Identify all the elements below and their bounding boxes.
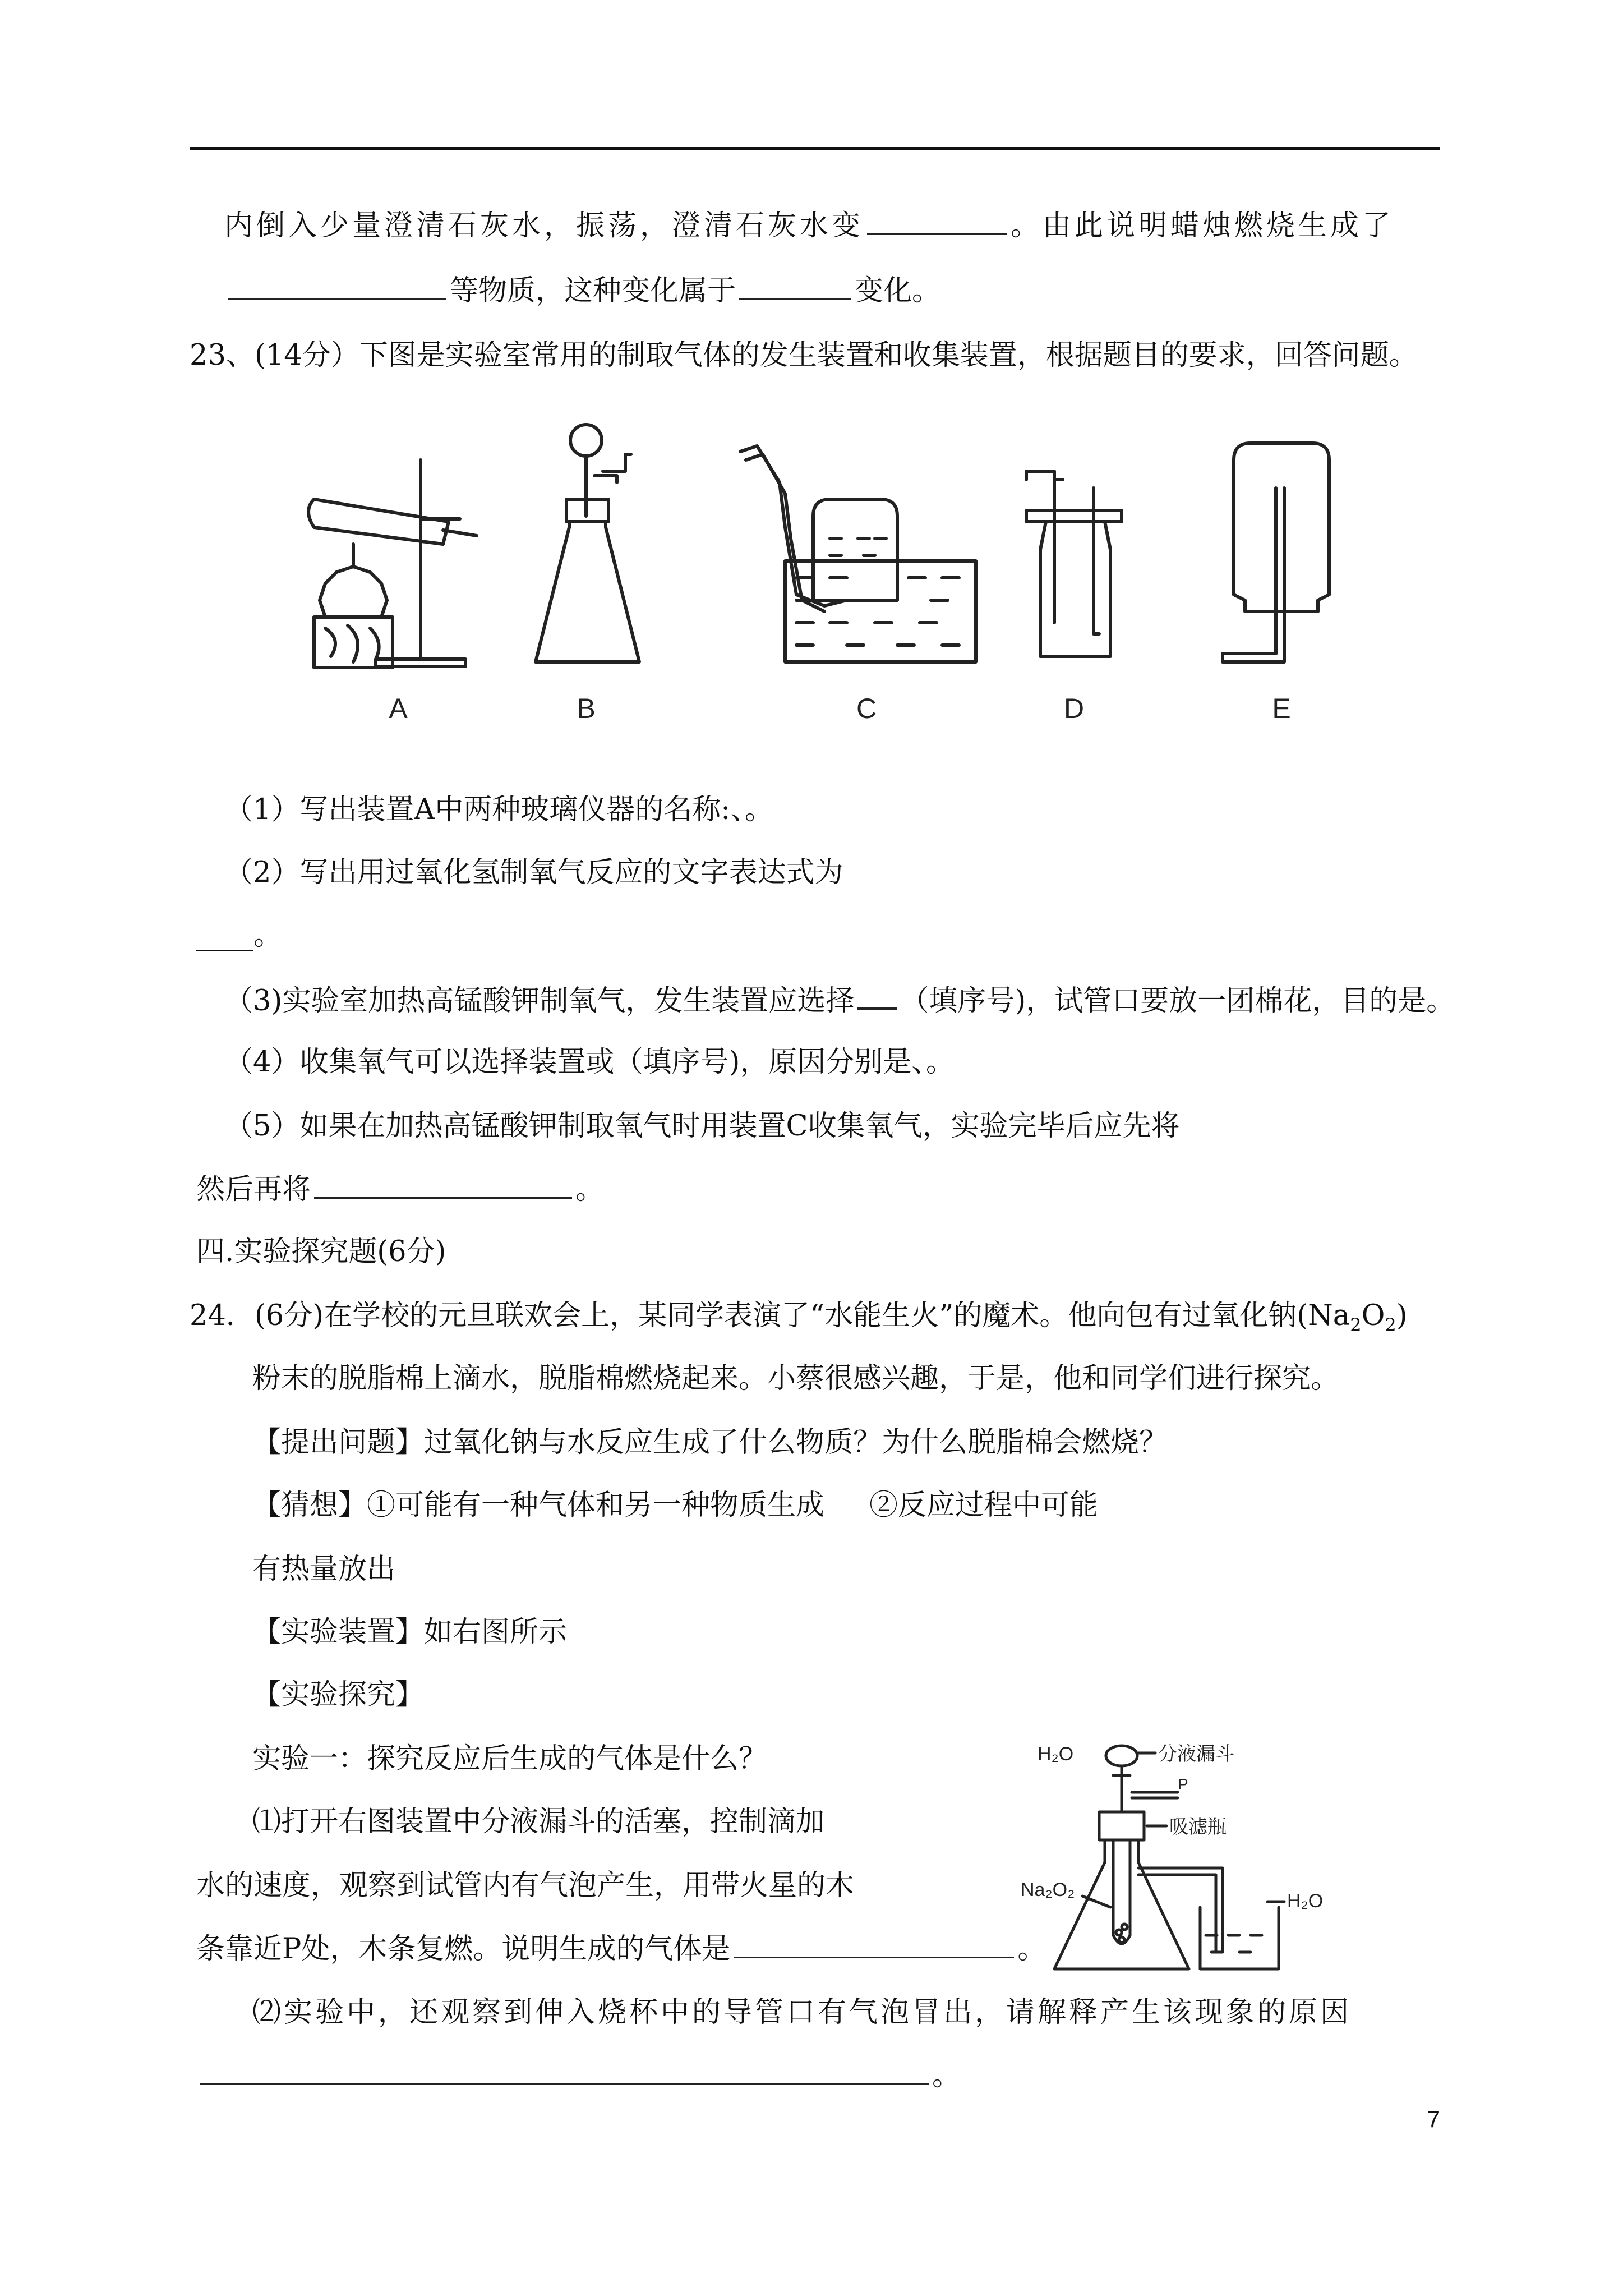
section-4-title: 四.实验探究题(6分) [196,1235,446,1268]
text: 。 [932,2059,961,2092]
answer-blank[interactable] [739,273,851,300]
q24-step2-end [196,2058,961,2094]
q24-question: 【提出问题】过氧化钠与水反应生成了什么物质？为什么脱脂棉会燃烧？ [252,1426,1168,1459]
label-d: D [1063,693,1085,724]
q24-guess-cont: 有热量放出 [252,1553,396,1586]
subscript: 2 [1385,1314,1396,1336]
label-h2o-right: H₂O [1287,1890,1324,1912]
apparatus-a-icon [308,460,477,668]
q24-guess [252,1488,1098,1524]
apparatus-b-icon [536,425,639,662]
text: （3)实验室加热高锰酸钾制氧气，发生装置应选择 [224,984,855,1018]
q23-part2: （2）写出用过氧化氢制氧气反应的文字表达式为 [224,856,843,889]
answer-blank[interactable] [867,208,1007,235]
label-p: P [1178,1775,1188,1793]
q23-part2-end: ____。 [196,919,283,952]
q24-step2: ⑵实验中，还观察到伸入烧杯中的导管口有气泡冒出，请解释产生该现象的原因 [252,1996,1352,2029]
label-na2o2: Na₂O₂ [1021,1879,1075,1901]
label-a: A [389,693,408,724]
answer-blank[interactable] [734,1931,1014,1958]
q23-part4: （4）收集氧气可以选择装置或（填序号)，原因分别是、。 [224,1046,955,1079]
label-flask: 吸滤瓶 [1169,1816,1227,1838]
apparatus-figure [292,415,1374,729]
q24-step1-c [196,1931,1046,1967]
continuation-line-2 [224,273,940,309]
label-c: C [856,693,877,724]
q24-step1-a: ⑴打开右图装置中分液漏斗的活塞，控制滴加 [252,1805,825,1838]
label-funnel: 分液漏斗 [1158,1743,1234,1765]
text: 。由此说明蜡烛燃烧生成了 [1011,209,1395,242]
text: 。 [575,1173,605,1206]
q24-line1 [190,1298,1408,1343]
page-number: 7 [1427,2106,1440,2132]
label-h2o-top: H₂O [1038,1743,1074,1765]
label-e: E [1272,693,1291,724]
text: ②反应过程中可能 [869,1489,1099,1522]
q23-part5: （5）如果在加热高锰酸钾制取氧气时用装置C收集氧气，实验完毕后应先将 [224,1110,1180,1143]
apparatus-e-icon [1223,443,1329,662]
text: O [1361,1299,1385,1332]
answer-blank[interactable] [200,2058,929,2085]
text: 【猜想】①可能有一种气体和另一种物质生成 [252,1489,825,1522]
q24-exp1: 实验一：探究反应后生成的气体是什么？ [252,1742,768,1775]
apparatus-c-icon [740,446,976,662]
text: 变化。 [855,274,941,307]
apparatus-d-icon [1026,471,1122,656]
q23-part1: （1）写出装置A中两种玻璃仪器的名称:、。 [224,793,773,826]
text: 条靠近P处，木条复燃。说明生成的气体是 [196,1932,731,1966]
header-rule [190,147,1440,150]
text: ) [1396,1299,1408,1332]
q23-header: 23、(14分）下图是实验室常用的制取气体的发生装置和收集装置，根据题目的要求，回答问题。 [190,339,1418,372]
q24-line2: 粉末的脱脂棉上滴水，脱脂棉燃烧起来。小蔡很感兴趣，于是，他和同学们进行探究。 [252,1362,1340,1395]
text: （填序号)，试管口要放一团棉花，目的是。 [900,984,1455,1018]
text: 24．(6分)在学校的元旦联欢会上，某同学表演了“水能生火”的魔术。他向包有过氧化钠(Na [190,1299,1350,1332]
q24-device: 【实验装置】如右图所示 [252,1616,568,1649]
label-b: B [577,693,596,724]
q23-part5-line2 [196,1171,604,1208]
text: 等物质，这种变化属于 [450,274,736,307]
text: 内倒入少量澄清石灰水，振荡，澄清石灰水变 [224,209,864,242]
text: 然后再将 [196,1173,311,1206]
q24-step1-b: 水的速度，观察到试管内有气泡产生，用带火星的木 [196,1869,855,1902]
q23-part3 [224,982,1455,1019]
continuation-line-1 [224,208,1394,244]
q24-explore: 【实验探究】 [252,1678,425,1711]
filter-flask-figure [1021,1733,1335,1980]
subscript: 2 [1350,1314,1362,1336]
answer-blank[interactable] [857,982,897,1010]
answer-blank[interactable] [314,1171,572,1199]
answer-blank[interactable] [228,273,446,300]
text: 。 [1017,1932,1046,1966]
